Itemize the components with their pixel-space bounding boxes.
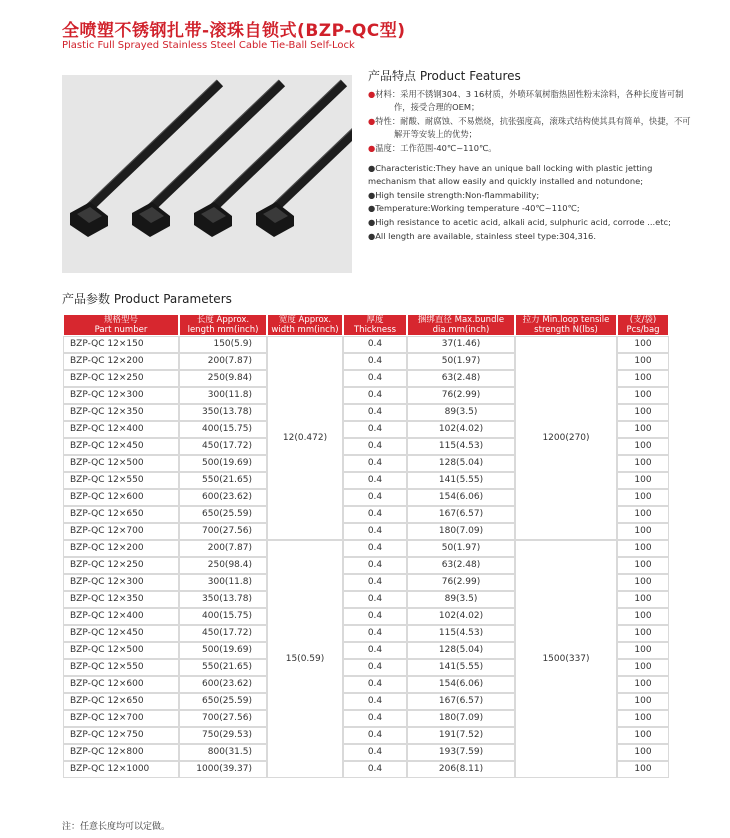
length-cell: 700(27.56) [180, 711, 266, 726]
part-number-cell: BZP-QC 12×700 [64, 524, 178, 539]
bundle-diameter-cell: 193(7.59) [408, 745, 514, 760]
bundle-diameter-cell: 167(6.57) [408, 507, 514, 522]
part-number-cell: BZP-QC 12×400 [64, 422, 178, 437]
pcs-per-bag-cell: 100 [618, 728, 668, 743]
length-cell: 650(25.59) [180, 694, 266, 709]
length-cell: 650(25.59) [180, 507, 266, 522]
bundle-diameter-cell: 154(6.06) [408, 490, 514, 505]
feature-item [368, 88, 698, 115]
pcs-per-bag-cell: 100 [618, 354, 668, 369]
params-heading: 产品参数 Product Parameters [62, 292, 232, 306]
part-number-cell: BZP-QC 12×1000 [64, 762, 178, 777]
bullet-icon: ● [368, 88, 376, 99]
length-cell: 600(23.62) [180, 490, 266, 505]
thickness-cell: 0.4 [344, 541, 406, 556]
length-cell: 400(15.75) [180, 422, 266, 437]
feature-text: All length are available, stainless steel type:304,316. [375, 230, 596, 241]
length-cell: 250(98.4) [180, 558, 266, 573]
pcs-per-bag-cell: 100 [618, 473, 668, 488]
part-number-cell: BZP-QC 12×600 [64, 677, 178, 692]
bundle-diameter-cell: 63(2.48) [408, 558, 514, 573]
pcs-per-bag-cell: 100 [618, 711, 668, 726]
bundle-diameter-cell: 89(3.5) [408, 405, 514, 420]
pcs-per-bag-cell: 100 [618, 609, 668, 624]
column-header [180, 315, 266, 335]
part-number-cell: BZP-QC 12×500 [64, 456, 178, 471]
page-title: 全喷塑不锈钢扎带-滚珠自锁式(BZP-QC型) [62, 21, 406, 41]
bundle-diameter-cell: 76(2.99) [408, 575, 514, 590]
thickness-cell: 0.4 [344, 422, 406, 437]
bundle-diameter-cell: 128(5.04) [408, 456, 514, 471]
pcs-per-bag-cell: 100 [618, 507, 668, 522]
length-cell: 200(7.87) [180, 541, 266, 556]
column-header-en: length mm(inch) [187, 325, 259, 335]
bundle-diameter-cell: 167(6.57) [408, 694, 514, 709]
bundle-diameter-cell: 89(3.5) [408, 592, 514, 607]
length-cell: 250(9.84) [180, 371, 266, 386]
thickness-cell: 0.4 [344, 371, 406, 386]
part-number-cell: BZP-QC 12×250 [64, 371, 178, 386]
tensile-strength-cell: 1200(270) [516, 337, 616, 539]
thickness-cell: 0.4 [344, 745, 406, 760]
feature-item [368, 162, 698, 189]
feature-item [368, 115, 698, 142]
bundle-diameter-cell: 115(4.53) [408, 439, 514, 454]
pcs-per-bag-cell: 100 [618, 592, 668, 607]
thickness-cell: 0.4 [344, 405, 406, 420]
column-header [618, 315, 668, 335]
column-header-en: Pcs/bag [626, 325, 660, 335]
thickness-cell: 0.4 [344, 439, 406, 454]
pcs-per-bag-cell: 100 [618, 575, 668, 590]
pcs-per-bag-cell: 100 [618, 422, 668, 437]
bullet-icon: ● [368, 142, 376, 153]
pcs-per-bag-cell: 100 [618, 745, 668, 760]
column-header [516, 315, 616, 335]
bullet-icon: ● [368, 216, 376, 227]
bundle-diameter-cell: 154(6.06) [408, 677, 514, 692]
part-number-cell: BZP-QC 12×650 [64, 694, 178, 709]
part-number-cell: BZP-QC 12×450 [64, 439, 178, 454]
length-cell: 750(29.53) [180, 728, 266, 743]
bundle-diameter-cell: 141(5.55) [408, 660, 514, 675]
thickness-cell: 0.4 [344, 337, 406, 352]
pcs-per-bag-cell: 100 [618, 337, 668, 352]
part-number-cell: BZP-QC 12×250 [64, 558, 178, 573]
column-header-zh: 长度 Approx. [196, 315, 250, 325]
bundle-diameter-cell: 102(4.02) [408, 422, 514, 437]
part-number-cell: BZP-QC 12×700 [64, 711, 178, 726]
feature-item [368, 230, 698, 244]
length-cell: 400(15.75) [180, 609, 266, 624]
tensile-strength-cell: 1500(337) [516, 541, 616, 777]
pcs-per-bag-cell: 100 [618, 439, 668, 454]
thickness-cell: 0.4 [344, 626, 406, 641]
column-header-en: Part number [94, 325, 148, 335]
bullet-icon: ● [368, 115, 376, 126]
thickness-cell: 0.4 [344, 694, 406, 709]
feature-text: 特性：耐酸、耐腐蚀、不易燃烧，抗张强度高，滚珠式结构使其具有简单，快捷，不可解开等安装上的优势； [375, 115, 691, 140]
pcs-per-bag-cell: 100 [618, 388, 668, 403]
pcs-per-bag-cell: 100 [618, 626, 668, 641]
bundle-diameter-cell: 180(7.09) [408, 524, 514, 539]
part-number-cell: BZP-QC 12×300 [64, 575, 178, 590]
thickness-cell: 0.4 [344, 473, 406, 488]
feature-item [368, 189, 698, 203]
pcs-per-bag-cell: 100 [618, 541, 668, 556]
table-body [64, 337, 668, 777]
thickness-cell: 0.4 [344, 524, 406, 539]
part-number-cell: BZP-QC 12×600 [64, 490, 178, 505]
bullet-icon: ● [368, 189, 376, 200]
page-subtitle: Plastic Full Sprayed Stainless Steel Cable Tie-Ball Self-Lock [62, 40, 355, 51]
length-cell: 550(21.65) [180, 660, 266, 675]
thickness-cell: 0.4 [344, 762, 406, 777]
part-number-cell: BZP-QC 12×550 [64, 660, 178, 675]
column-header [408, 315, 514, 335]
bullet-icon: ● [368, 203, 376, 214]
thickness-cell: 0.4 [344, 354, 406, 369]
feature-item [368, 202, 698, 216]
thickness-cell: 0.4 [344, 558, 406, 573]
column-header-zh: 拉力 Min.loop tensile [522, 315, 610, 325]
feature-text: 材料：采用不锈钢304、3 16材质，外喷环氧树脂热固性粉末涂料，各种长度皆可制作，接受合理的OEM； [375, 88, 684, 113]
bundle-diameter-cell: 180(7.09) [408, 711, 514, 726]
column-header-zh: 捆绑直径 Max.bundle [417, 315, 505, 325]
column-header-zh: 厚度 [366, 315, 384, 325]
pcs-per-bag-cell: 100 [618, 456, 668, 471]
part-number-cell: BZP-QC 12×300 [64, 388, 178, 403]
product-parameters-table [62, 313, 670, 779]
part-number-cell: BZP-QC 12×200 [64, 541, 178, 556]
bundle-diameter-cell: 206(8.11) [408, 762, 514, 777]
feature-text: 温度：工作范围-40℃~110℃。 [375, 142, 497, 153]
part-number-cell: BZP-QC 12×150 [64, 337, 178, 352]
feature-text: Temperature:Working temperature -40℃~110℃; [375, 203, 580, 214]
table-row [64, 541, 668, 556]
cable-ties-illustration [62, 75, 352, 273]
pcs-per-bag-cell: 100 [618, 490, 668, 505]
column-header-en: dia.mm(inch) [432, 325, 490, 335]
feature-text: High tensile strength:Non-flammability; [375, 189, 540, 200]
part-number-cell: BZP-QC 12×550 [64, 473, 178, 488]
part-number-cell: BZP-QC 12×800 [64, 745, 178, 760]
bundle-diameter-cell: 128(5.04) [408, 643, 514, 658]
pcs-per-bag-cell: 100 [618, 643, 668, 658]
pcs-per-bag-cell: 100 [618, 677, 668, 692]
column-header [344, 315, 406, 335]
part-number-cell: BZP-QC 12×500 [64, 643, 178, 658]
thickness-cell: 0.4 [344, 609, 406, 624]
thickness-cell: 0.4 [344, 677, 406, 692]
pcs-per-bag-cell: 100 [618, 558, 668, 573]
length-cell: 200(7.87) [180, 354, 266, 369]
bundle-diameter-cell: 37(1.46) [408, 337, 514, 352]
thickness-cell: 0.4 [344, 643, 406, 658]
pcs-per-bag-cell: 100 [618, 660, 668, 675]
features-heading: 产品特点 Product Features [368, 69, 521, 83]
length-cell: 350(13.78) [180, 592, 266, 607]
part-number-cell: BZP-QC 12×200 [64, 354, 178, 369]
thickness-cell: 0.4 [344, 456, 406, 471]
pcs-per-bag-cell: 100 [618, 524, 668, 539]
length-cell: 600(23.62) [180, 677, 266, 692]
length-cell: 450(17.72) [180, 439, 266, 454]
bundle-diameter-cell: 50(1.97) [408, 354, 514, 369]
length-cell: 550(21.65) [180, 473, 266, 488]
footer-note: 注：任意长度均可以定做。 [62, 822, 171, 832]
length-cell: 300(11.8) [180, 388, 266, 403]
bundle-diameter-cell: 63(2.48) [408, 371, 514, 386]
width-cell: 12(0.472) [268, 337, 342, 539]
pcs-per-bag-cell: 100 [618, 405, 668, 420]
pcs-per-bag-cell: 100 [618, 371, 668, 386]
thickness-cell: 0.4 [344, 592, 406, 607]
part-number-cell: BZP-QC 12×350 [64, 405, 178, 420]
length-cell: 1000(39.37) [180, 762, 266, 777]
part-number-cell: BZP-QC 12×750 [64, 728, 178, 743]
pcs-per-bag-cell: 100 [618, 762, 668, 777]
length-cell: 500(19.69) [180, 456, 266, 471]
length-cell: 150(5.9) [180, 337, 266, 352]
bundle-diameter-cell: 76(2.99) [408, 388, 514, 403]
product-features [368, 70, 698, 243]
column-header [64, 315, 178, 335]
length-cell: 700(27.56) [180, 524, 266, 539]
bundle-diameter-cell: 50(1.97) [408, 541, 514, 556]
thickness-cell: 0.4 [344, 575, 406, 590]
column-header-zh: (支/袋) [629, 315, 657, 325]
thickness-cell: 0.4 [344, 388, 406, 403]
bundle-diameter-cell: 141(5.55) [408, 473, 514, 488]
thickness-cell: 0.4 [344, 711, 406, 726]
width-cell: 15(0.59) [268, 541, 342, 777]
column-header-en: Thickness [353, 325, 396, 335]
bundle-diameter-cell: 115(4.53) [408, 626, 514, 641]
thickness-cell: 0.4 [344, 490, 406, 505]
feature-item [368, 142, 698, 156]
feature-text: Characteristic:They have an unique ball locking with plastic jetting mechanism that allow easily and quickly installed and notundone; [368, 162, 653, 187]
column-header [268, 315, 342, 335]
length-cell: 350(13.78) [180, 405, 266, 420]
part-number-cell: BZP-QC 12×450 [64, 626, 178, 641]
column-header-en: width mm(inch) [271, 325, 339, 335]
part-number-cell: BZP-QC 12×400 [64, 609, 178, 624]
feature-item [368, 216, 698, 230]
table-row [64, 337, 668, 352]
table-header [64, 315, 668, 335]
feature-text: High resistance to acetic acid, alkali acid, sulphuric acid, corrode ...etc; [375, 216, 671, 227]
bullet-icon: ● [368, 162, 376, 173]
product-photo [62, 75, 352, 273]
thickness-cell: 0.4 [344, 728, 406, 743]
length-cell: 450(17.72) [180, 626, 266, 641]
bullet-icon: ● [368, 230, 376, 241]
thickness-cell: 0.4 [344, 507, 406, 522]
column-header-zh: 宽度 Approx. [278, 315, 332, 325]
bundle-diameter-cell: 191(7.52) [408, 728, 514, 743]
part-number-cell: BZP-QC 12×350 [64, 592, 178, 607]
part-number-cell: BZP-QC 12×650 [64, 507, 178, 522]
table-header-row [64, 315, 668, 335]
thickness-cell: 0.4 [344, 660, 406, 675]
bundle-diameter-cell: 102(4.02) [408, 609, 514, 624]
pcs-per-bag-cell: 100 [618, 694, 668, 709]
length-cell: 500(19.69) [180, 643, 266, 658]
column-header-zh: 规格型号 [103, 315, 138, 325]
column-header-en: strength N(lbs) [534, 325, 598, 335]
length-cell: 800(31.5) [180, 745, 266, 760]
length-cell: 300(11.8) [180, 575, 266, 590]
